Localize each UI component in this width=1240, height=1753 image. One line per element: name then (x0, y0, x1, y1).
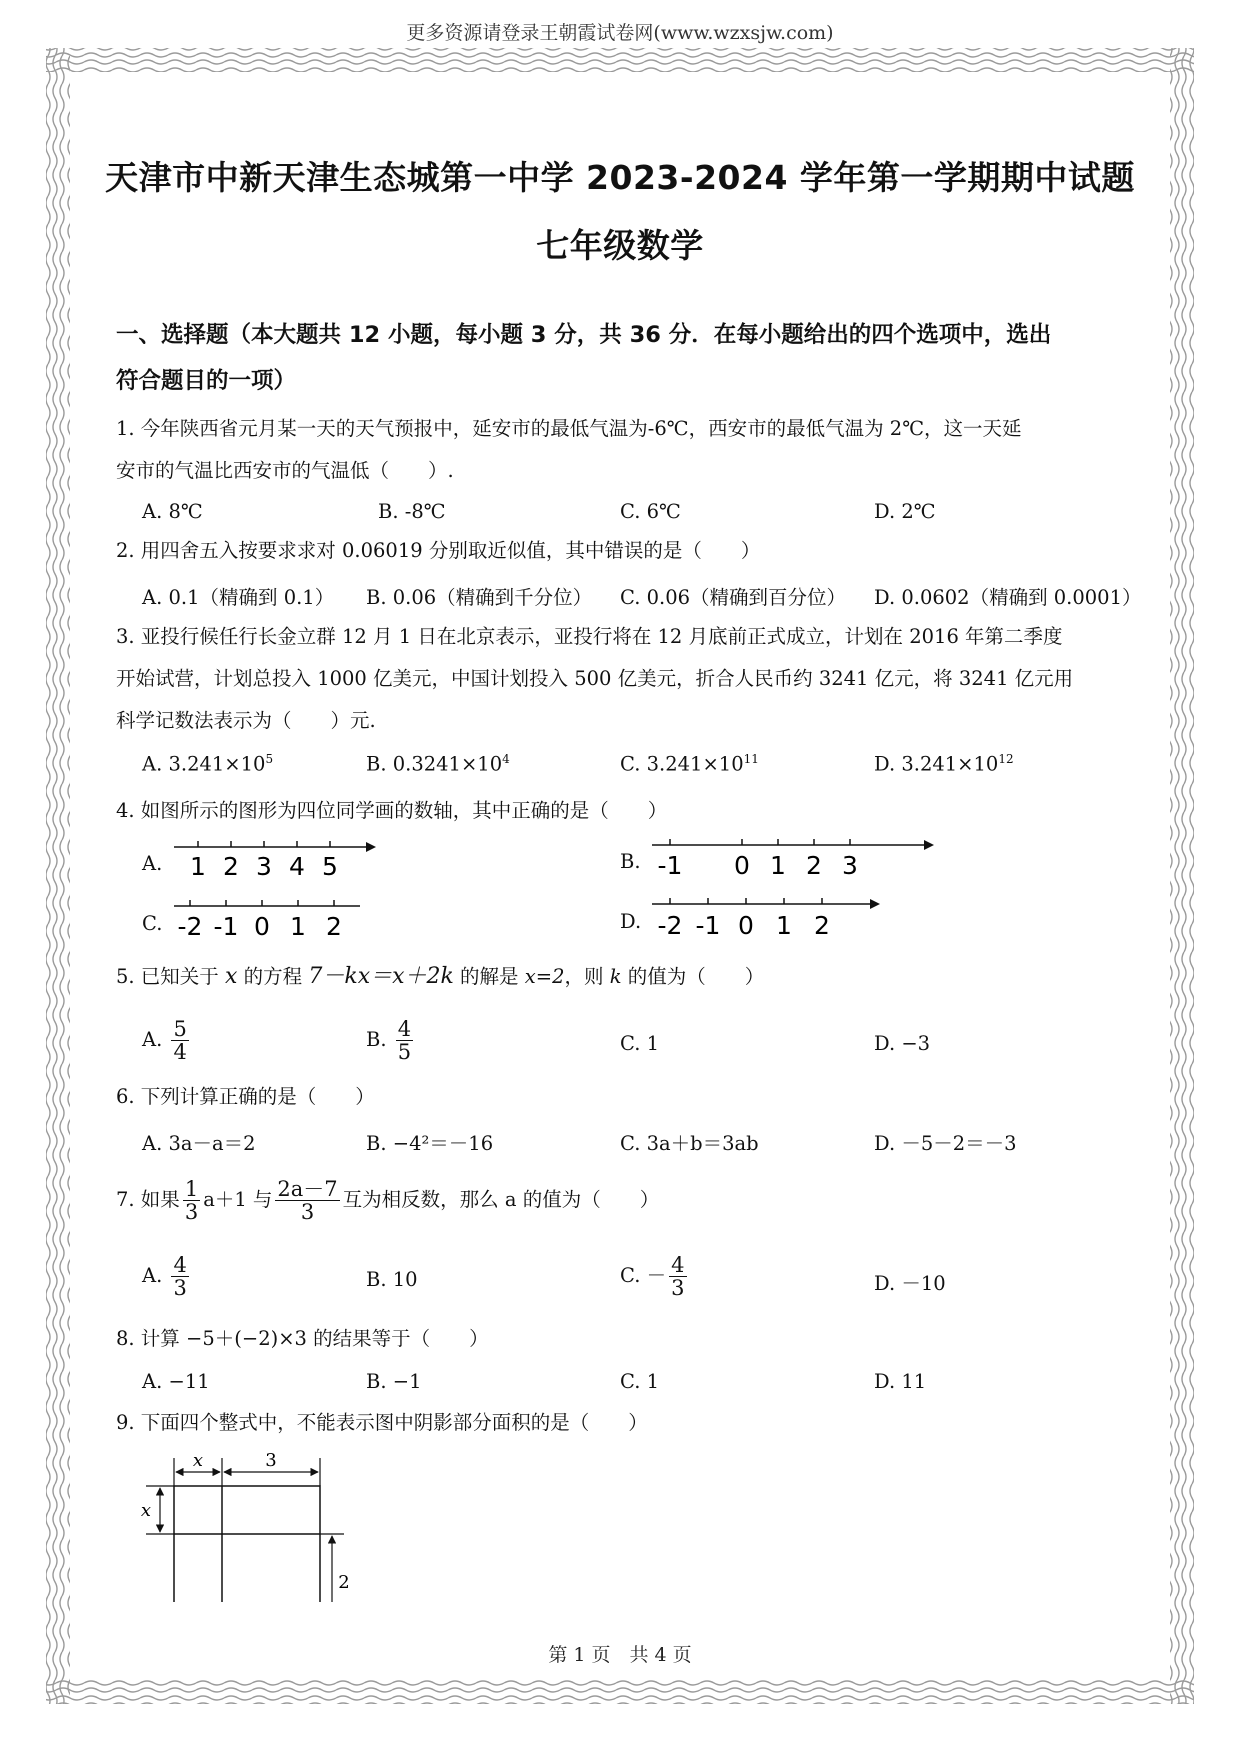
question-6-options (142, 1128, 1132, 1168)
option-d: D. －5－2＝－3 (874, 1132, 1017, 1155)
option-b: B. 0.06（精确到千分位） (366, 586, 593, 609)
option-c: C. $3.241\times 10^{11}$ (620, 752, 759, 776)
number-line-a (170, 830, 380, 886)
question-6: 6. 下列计算正确的是（ ） (116, 1085, 375, 1108)
fraction: $\frac{2a-7}{3}$ (277, 1176, 338, 1224)
dim-label-x-left: x (140, 1500, 152, 1521)
tick-label: 0 (738, 911, 754, 940)
tick-label: 1 (190, 852, 206, 881)
dim-label-x: x (192, 1452, 204, 1471)
number-line-c (170, 890, 370, 946)
option-b: B. $\frac{4}{5}$ (366, 1017, 412, 1065)
fraction: $\frac{4}{3}$ (173, 1253, 187, 1301)
option-a: A. $3.241\times 10^5$ (142, 752, 274, 776)
option-d: D. 0.0602（精确到 0.0001） (874, 586, 1142, 609)
option-d: D. 2℃ (874, 500, 936, 523)
tick-label: 1 (770, 851, 786, 880)
fraction: $\frac{4}{5}$ (397, 1017, 412, 1065)
option-c: C. 1 (620, 1032, 660, 1055)
dim-label-3: 3 (265, 1452, 277, 1471)
tick-label: -1 (695, 911, 721, 940)
option-d: D. －10 (874, 1272, 946, 1295)
section-heading-2: 符合题目的一项） (116, 368, 297, 394)
option-c: C. 6℃ (620, 500, 681, 523)
tick-label: 0 (734, 851, 750, 880)
question-9: 9. 下面四个整式中，不能表示图中阴影部分面积的是（ ） (116, 1411, 648, 1434)
tick-label: 1 (290, 912, 306, 941)
question-5: 5. 已知关于 x 的方程 7－kx＝x＋2k 的解是 x=2，则 k 的值为（ ） (116, 964, 765, 989)
tick-label: 2 (326, 912, 342, 941)
number-line-d (648, 888, 888, 946)
option-a: A. 0.1（精确到 0.1） (142, 586, 335, 609)
section-heading-1: 一、选择题（本大题共 12 小题，每小题 3 分，共 36 分．在每小题给出的四个选项中，选出 (116, 322, 1052, 348)
option-b: B. 10 (366, 1268, 418, 1291)
tick-label: 2 (223, 852, 239, 881)
question-3-line3: 科学记数法表示为（ ）元. (116, 709, 376, 732)
page-footer: 第 1 页 共 4 页 (548, 1644, 692, 1666)
tick-label: 4 (289, 852, 305, 881)
tick-label: 3 (842, 851, 858, 880)
question-2: 2. 用四舍五入按要求求对 0.06019 分别取近似值，其中错误的是（ ） (116, 539, 761, 562)
question-7-options (142, 1246, 1132, 1306)
dim-label-2: 2 (338, 1572, 350, 1593)
tick-label: 0 (254, 912, 270, 941)
option-a: A. $\frac{4}{3}$ (142, 1253, 187, 1301)
fraction: $\frac{5}{4}$ (173, 1017, 187, 1065)
number-line-b (648, 829, 938, 885)
fraction: $\frac{4}{3}$ (671, 1253, 685, 1301)
tick-label: -1 (213, 912, 239, 941)
option-d: D. $3.241\times 10^{12}$ (874, 752, 1014, 776)
tick-label: -2 (177, 912, 203, 941)
exam-title: 天津市中新天津生态城第一中学 2023-2024 学年第一学期期中试题 (105, 158, 1135, 197)
option-a: A. 3a－a＝2 (142, 1132, 256, 1155)
option-c: C. － $\frac{4}{3}$ (620, 1253, 685, 1301)
watermark-text: 更多资源请登录王朝霞试卷网(www.wzxsjw.com) (406, 22, 834, 44)
question-1-line2: 安市的气温比西安市的气温低（ ）. (116, 459, 454, 482)
option-b-label: B. (620, 850, 641, 873)
option-d: D. 11 (874, 1370, 927, 1393)
fraction: $\frac{1}{3}$ (184, 1176, 199, 1224)
option-c: C. 3a＋b＝3ab (620, 1132, 759, 1155)
question-3-line1: 3. 亚投行候任行长金立群 12 月 1 日在北京表示，亚投行将在 12 月底前正式成立，计划在 2016 年第二季度 (116, 625, 1063, 648)
question-7: 7. 如果 $\frac{1}{3}$ a＋1 与 $\frac{2a-7}{3}$ 互为相反数，那么 a 的值为（ ） (116, 1176, 660, 1224)
option-c: C. 0.06（精确到百分位） (620, 586, 847, 609)
tick-label: 2 (806, 851, 822, 880)
question-3-line2: 开始试营，计划总投入 1000 亿美元，中国计划投入 500 亿美元，折合人民币约 3241 亿元，将 3241 亿元用 (116, 667, 1074, 690)
question-3-options (142, 752, 1132, 792)
option-d-label: D. (620, 910, 642, 933)
option-c-label: C. (142, 912, 163, 935)
tick-label: -2 (657, 911, 683, 940)
tick-label: 5 (322, 852, 338, 881)
option-a: A. −11 (142, 1370, 210, 1393)
question-8: 8. 计算 −5＋(−2)×3 的结果等于（ ） (116, 1327, 489, 1350)
option-b: B. $0.3241\times 10^4$ (366, 752, 510, 776)
question-1-line1: 1. 今年陕西省元月某一天的天气预报中，延安市的最低气温为-6℃，西安市的最低气温为 2℃，这一天延 (116, 417, 1022, 440)
option-b: B. −4²＝－16 (366, 1132, 494, 1155)
tick-label: 2 (814, 911, 830, 940)
option-c: C. 1 (620, 1370, 660, 1393)
area-figure (130, 1452, 370, 1602)
tick-label: 1 (776, 911, 792, 940)
option-b: B. −1 (366, 1370, 422, 1393)
option-a-label: A. (142, 852, 163, 875)
tick-label: -1 (657, 851, 683, 880)
question-4: 4. 如图所示的图形为四位同学画的数轴，其中正确的是（ ） (116, 799, 668, 822)
question-5-options (142, 1008, 1132, 1068)
exam-subtitle: 七年级数学 (536, 226, 704, 265)
option-b: B. -8℃ (378, 500, 446, 523)
option-a: A. $\frac{5}{4}$ (142, 1017, 187, 1065)
tick-label: 3 (256, 852, 272, 881)
option-a: A. 8℃ (142, 500, 203, 523)
option-d: D. −3 (874, 1032, 931, 1055)
